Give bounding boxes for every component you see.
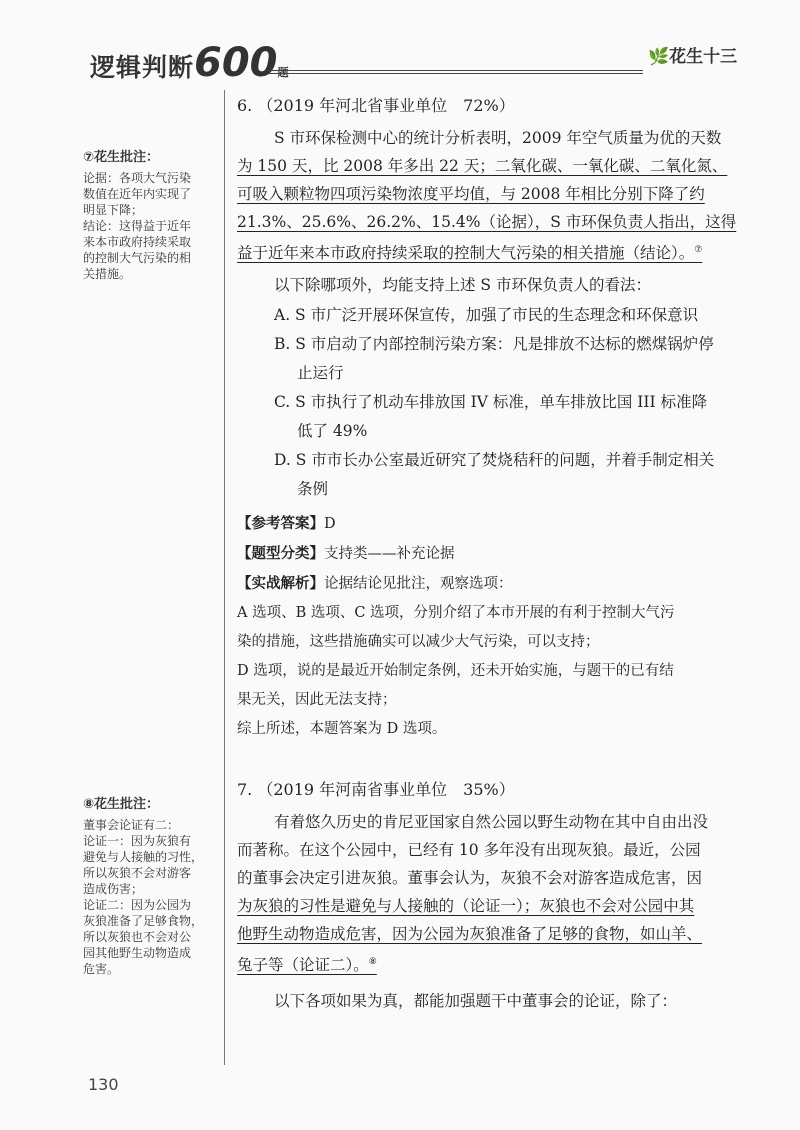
- side-note-8: ⑧花生批注： 董事会论证有二： 论证一：因为灰狼有 避免与人接触的习性， 所以灰狼不会对游客 造成伤害； 论证二：因为公园为 灰狼准备了足够食物， 所以灰狼也不会对公 园其他野生动物造成 危害。: [83, 797, 213, 977]
- margin-divider: [224, 90, 225, 1065]
- option-b: B. S 市启动了内部控制污染方案：凡是排放不达标的燃煤锅炉停: [274, 335, 714, 354]
- question-7: [237, 777, 742, 1015]
- question-type: 支持类——补充论据: [324, 546, 455, 562]
- option-list: A. S 市广泛开展环保宣传，加强了市民的生态理念和环保意识 B. S 市启动了内部控制污染方案：凡是排放不达标的燃煤锅炉停 止运行 C. S 市执行了机动车排放国 IV 标准，单车排放比国 III 标准降 低了 49% D. S 市市长办公室最近研究了焚烧秸秆的问题，并着手制定相关 条例: [237, 301, 742, 504]
- side-note-title: ⑦花生批注：: [83, 150, 160, 165]
- series-logo: 🌿花生十三: [648, 47, 738, 67]
- question-stem: 有着悠久历史的肯尼亚国家自然公园以野生动物在其中自由出没 而著称。在这个公园中，已经有 10 多年没有出现灰狼。最近，公园 的董事会决定引进灰狼。董事会认为，灰狼不会对游客造成危害，因 为灰狼的习性是避免与人接触的（论证一）；灰狼也不会对公园中其 他野生动物造成危害，因为公园为灰狼准备了足够的食物，如山羊、 兔子等（论证二）。⑧: [237, 813, 709, 975]
- header-rule: [268, 70, 643, 74]
- side-note-title: ⑧花生批注：: [83, 797, 160, 812]
- side-note-7: ⑦花生批注： 论据：各项大气污染 数值在近年内实现了 明显下降； 结论：这得益于近年 来本市政府持续采取 的控制大气污染的相 关措施。: [83, 150, 213, 282]
- question-heading: 7. （2019 年河南省事业单位 35%）: [237, 780, 515, 799]
- option-d: D. S 市市长办公室最近研究了焚烧秸秆的问题，并着手制定相关: [274, 451, 715, 470]
- question-prompt: 以下各项如果为真，都能加强题干中董事会的论证，除了：: [274, 992, 678, 1011]
- option-a: A. S 市广泛开展环保宣传，加强了市民的生态理念和环保意识: [274, 306, 699, 325]
- running-header-title: 逻辑判断600题: [90, 40, 290, 86]
- answer-value: D: [324, 516, 336, 532]
- question-6: 6. （2019 年河北省事业单位 72%） S 市环保检测中心的统计分析表明，2009 年空气质量为优的天数 为 150 天，比 2008 年多出 22 天；二氧化碳、一氧化碳、二氧化氮、 可吸入颗粒物四项污染物浓度平均值，与 2008 年相比分别下降了约 21.3%、25.6%、26.2%、15.4%（论据），S 市环保负责人指出，这得 益于近年来本市政府持续采取的控制大气污染的相关措施（结论）。⑦ 以下除哪项外，均能支持上述 S 市环保负责人的看法： A. S 市广泛开展环保宣传，加强了市民的生态理念和环保意识 B. S 市启动了内部控制污染方案：凡是排放不达标的燃煤锅炉停 止运行 C. S 市执行了机动车排放国 IV 标准，单车排放比国 III 标准降 低了 49% D. S 市市长办公室最近研究了焚烧秸秆的问题，并着手制定相关 条例: [237, 93, 742, 504]
- question-stem: S 市环保检测中心的统计分析表明，2009 年空气质量为优的天数: [274, 129, 722, 147]
- note-ref-8: ⑧: [368, 957, 377, 967]
- question-heading: 6. （2019 年河北省事业单位 72%）: [237, 96, 515, 115]
- option-c: C. S 市执行了机动车排放国 IV 标准，单车排放比国 III 标准降: [274, 393, 708, 412]
- note-ref-7: ⑦: [694, 245, 703, 255]
- page-number: 130: [88, 1075, 119, 1094]
- answer-block: 【参考答案】D 【题型分类】支持类——补充论据 【实战解析】论据结论见批注，观察选项： A 选项、B 选项、C 选项，分别介绍了本市开展的有利于控制大气污 染的措施，这些措施确实可以减少大气污染，可以支持； D 选项，说的是最近开始制定条例，还未开始实施，与题干的已有结 果无关，因此无法支持； 综上所述，本题答案为 D 选项。: [237, 515, 675, 737]
- question-prompt: 以下除哪项外，均能支持上述 S 市环保负责人的看法：: [274, 276, 651, 295]
